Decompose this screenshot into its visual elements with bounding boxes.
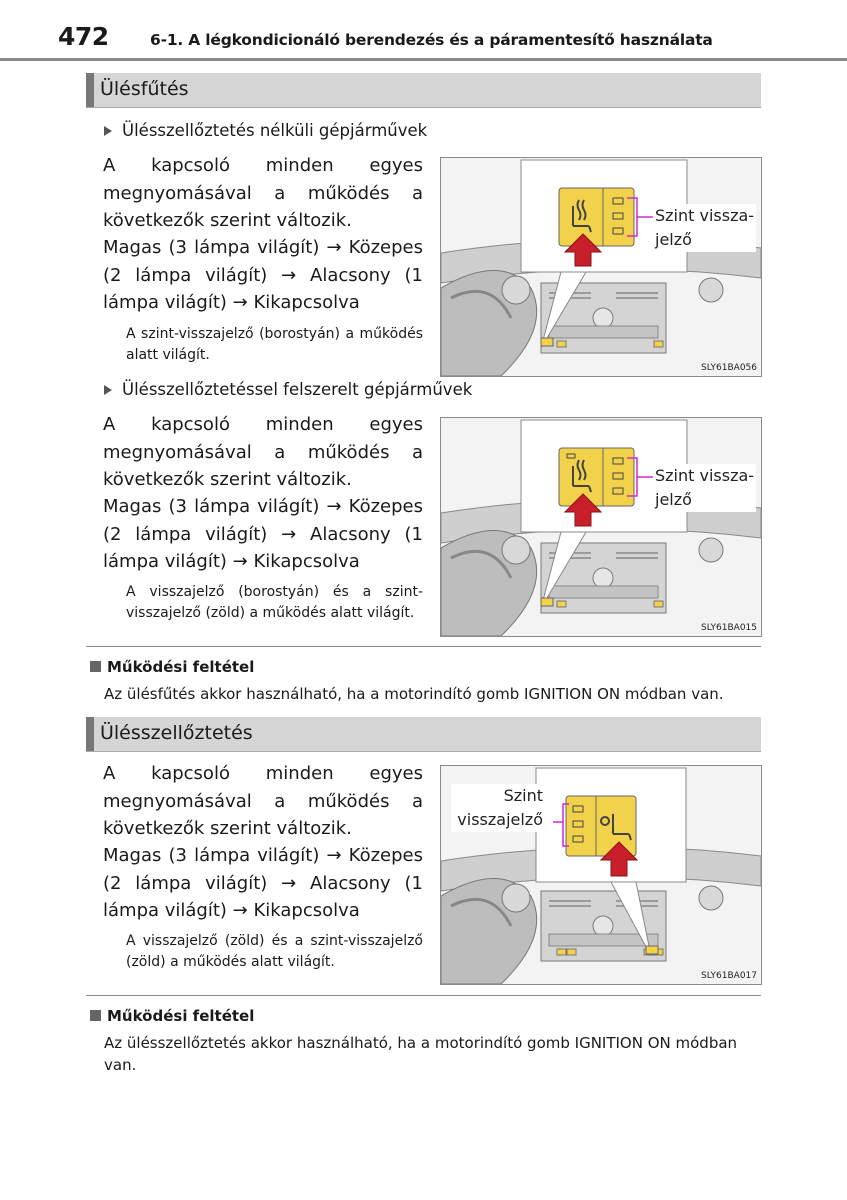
section-accent: [86, 73, 94, 107]
callout-line: visszajelző: [457, 810, 543, 829]
triangle-bullet-icon: [104, 385, 112, 395]
divider: [86, 646, 761, 647]
figure-seat-ventilation-switch: [440, 765, 762, 985]
section-bar-seat-ventilation: [86, 717, 761, 752]
section-title: Ülésfűtés: [100, 78, 189, 100]
condition-heading: [90, 658, 254, 676]
callout-line: jelző: [655, 230, 692, 249]
paragraph: A kapcsoló minden egyes megnyomásával a működés a következők szerint változik.: [103, 763, 423, 839]
callout-line: jelző: [655, 490, 692, 509]
callout-level-indicator: [653, 204, 756, 252]
section-bar-seat-heating: [86, 73, 761, 108]
condition-heading-text: Működési feltétel: [107, 1007, 255, 1025]
section-accent: [86, 717, 94, 751]
paragraph: Magas (3 lámpa világít) → Közepes (2 lámpa világít) → Alacsony (1 lámpa világít) → Kikapcsolva: [103, 496, 423, 572]
variant-label-1: [104, 121, 427, 140]
dashboard-illustration: [441, 158, 761, 376]
square-bullet-icon: [90, 661, 101, 672]
figure-seat-heater-switch-1: [440, 157, 762, 377]
paragraph: Magas (3 lámpa világít) → Közepes (2 lámpa világít) → Alacsony (1 lámpa világít) → Kikapcsolva: [103, 845, 423, 921]
figure-code: SLY61BA056: [701, 363, 757, 373]
condition-text: Az ülésszellőztetés akkor használható, ha a motorindító gomb IGNITION ON módban van.: [104, 1034, 738, 1074]
callout-level-indicator: [653, 464, 756, 512]
variant-label-2: [104, 380, 472, 399]
paragraph: A kapcsoló minden egyes megnyomásával a működés a következők szerint változik.: [103, 155, 423, 231]
triangle-bullet-icon: [104, 126, 112, 136]
figure-seat-heater-switch-2: [440, 417, 762, 637]
chapter-title: 6-1. A légkondicionáló berendezés és a páramentesítő használata: [150, 31, 713, 49]
figure-code: SLY61BA017: [701, 971, 757, 981]
paragraph: Magas (3 lámpa világít) → Közepes (2 lámpa világít) → Alacsony (1 lámpa világít) → Kikapcsolva: [103, 237, 423, 313]
note: A visszajelző (borostyán) és a szint-visszajelző (zöld) a működés alatt világít.: [126, 584, 423, 621]
callout-line: Szint vissza-: [655, 466, 755, 485]
condition-heading-text: Működési feltétel: [107, 658, 255, 676]
header-rule: [0, 58, 847, 61]
section-title: Ülésszellőztetés: [100, 722, 253, 744]
note: A visszajelző (zöld) és a szint-visszajelző (zöld) a működés alatt világít.: [126, 933, 423, 970]
square-bullet-icon: [90, 1010, 101, 1021]
divider: [86, 995, 761, 996]
callout-line: Szint vissza-: [655, 206, 755, 225]
dashboard-illustration: [441, 418, 761, 636]
note: A szint-visszajelző (borostyán) a működés alatt világít.: [126, 326, 423, 363]
page-number: 472: [58, 22, 109, 51]
callout-level-indicator: [451, 784, 545, 832]
variant-label-text: Ülésszellőztetéssel felszerelt gépjárművek: [122, 380, 473, 399]
paragraph: A kapcsoló minden egyes megnyomásával a működés a következők szerint változik.: [103, 414, 423, 490]
figure-code: SLY61BA015: [701, 623, 757, 633]
condition-text: Az ülésfűtés akkor használható, ha a motorindító gomb IGNITION ON módban van.: [104, 685, 724, 703]
variant-label-text: Ülésszellőztetés nélküli gépjárművek: [122, 121, 428, 140]
callout-line: Szint: [503, 786, 543, 805]
condition-heading: [90, 1007, 254, 1025]
